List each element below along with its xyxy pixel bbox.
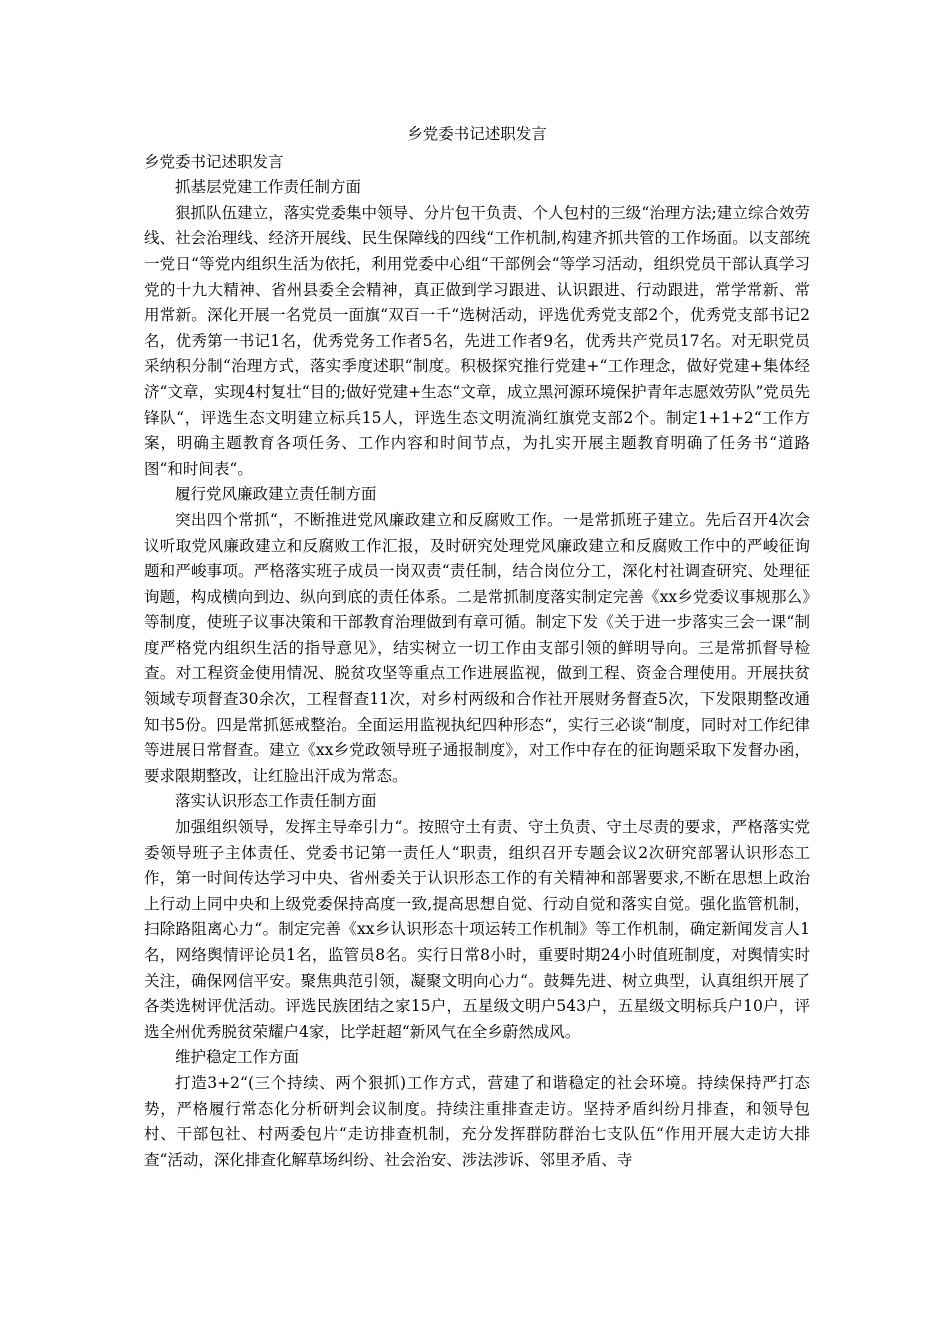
section-heading: 维护稳定工作方面 — [175, 1048, 300, 1067]
section-heading: 抓基层党建工作责任制方面 — [175, 178, 362, 197]
document-subtitle: 乡党委书记述职发言 — [144, 152, 284, 171]
document-title: 乡党委书记述职发言 — [407, 125, 547, 143]
section-heading: 履行党风廉政建立责任制方面 — [175, 485, 377, 504]
section-paragraph: 加强组织领导，发挥主导牵引力“。按照守土有责、守土负责、守土尽责的要求，严格落实党委领导班子主体责任、党委书记第一责任人“职责，组织召开专题会议2次研究部署认识形态工作，第一时间传达学习中央、省州委关于认识形态工作的有关精神和部署要求,不断在思想上政治上行动上同中央和上级党委保持高度一致,提高思想自觉、行动自觉和落实自觉。强化监管机制，扫除路阻离心力“。制定完善《xx乡认识形态十项运转工作机制》等工作机制，确定新闻发言人1名，网络舆情评论员1名，监管员8名。实行日常8小时，重要时期24小时值班制度，对舆情实时关注，确保网信平安。聚焦典范引领，凝聚文明向心力“。鼓舞先进、树立典型，认真组织开展了各类选树评优活动。评选民族团结之家15户，五星级文明户543户，五星级文明标兵户10户，评选全州优秀脱贫荣耀户4家，比学赶超“新风气在全乡蔚然成风。 — [144, 818, 810, 1041]
section-heading: 落实认识形态工作责任制方面 — [175, 792, 377, 811]
section-paragraph: 突出四个常抓“，不断推进党风廉政建立和反腐败工作。一是常抓班子建立。先后召开4次会议听取党风廉政建立和反腐败工作汇报，及时研究处理党风廉政建立和反腐败工作中的严峻征询题和严峻事项。严格落实班子成员一岗双责“责任制，结合岗位分工，深化村社调查研究、处理征询题，构成横向到边、纵向到底的责任体系。二是常抓制度落实制定完善《xx乡党委议事规那么》等制度，使班子议事决策和干部教育治理做到有章可循。制定下发《关于进一步落实三会一课“制度严格党内组织生活的指导意见》，结实树立一切工作由支部引领的鲜明导向。三是常抓督导检查。对工程资金使用情况、脱贫攻坚等重点工作进展监视，做到工程、资金合理使用。开展扶贫领域专项督查30余次，工程督查11次，对乡村两级和合作社开展财务督查5次，下发限期整改通知书5份。四是常抓惩戒整治。全面运用监视执纪四种形态“，实行三必谈“制度，同时对工作纪律等进展日常督查。建立《xx乡党政领导班子通报制度》，对工作中存在的征询题采取下发督办函，要求限期整改，让红脸出汗成为常态。 — [144, 510, 810, 785]
section-paragraph: 狠抓队伍建立，落实党委集中领导、分片包干负责、个人包村的三级“治理方法;建立综合效劳线、社会治理线、经济开展线、民生保障线的四线“工作机制,构建齐抓共管的工作场面。以支部统一党日“等党内组织生活为依托，利用党委中心组“干部例会“等学习活动，组织党员干部认真学习党的十九大精神、省州县委全会精神，真正做到学习跟进、认识跟进、行动跟进，常学常新、常用常新。深化开展一名党员一面旗“双百一千“选树活动，评选优秀党支部2个，优秀党支部书记2名，优秀第一书记1名，优秀党务工作者5名，先进工作者9名，优秀共产党员17名。对无职党员采纳积分制“治理方式，落实季度述职“制度。积极探究推行党建+“工作理念，做好党建+集体经济“文章，实现4村复壮“目的;做好党建+生态“文章，成立黑河源环境保护青年志愿效劳队”党员先锋队“，评选生态文明建立标兵15人，评选生态文明流淌红旗党支部2个。制定1+1+2“工作方案，明确主题教育各项任务、工作内容和时间节点，为扎实开展主题教育明确了任务书“道路图“和时间表“。 — [144, 203, 810, 478]
section-paragraph: 打造3+2“(三个持续、两个狠抓)工作方式，营建了和谐稳定的社会环境。持续保持严打态势，严格履行常态化分析研判会议制度。持续注重排查走访。坚持矛盾纠纷月排查，和领导包村、干部包社、村两委包片“走访排查机制，充分发挥群防群治七支队伍“作用开展大走访大排查“活动，深化排查化解草场纠纷、社会治安、涉法涉诉、邻里矛盾、寺 — [144, 1073, 810, 1169]
